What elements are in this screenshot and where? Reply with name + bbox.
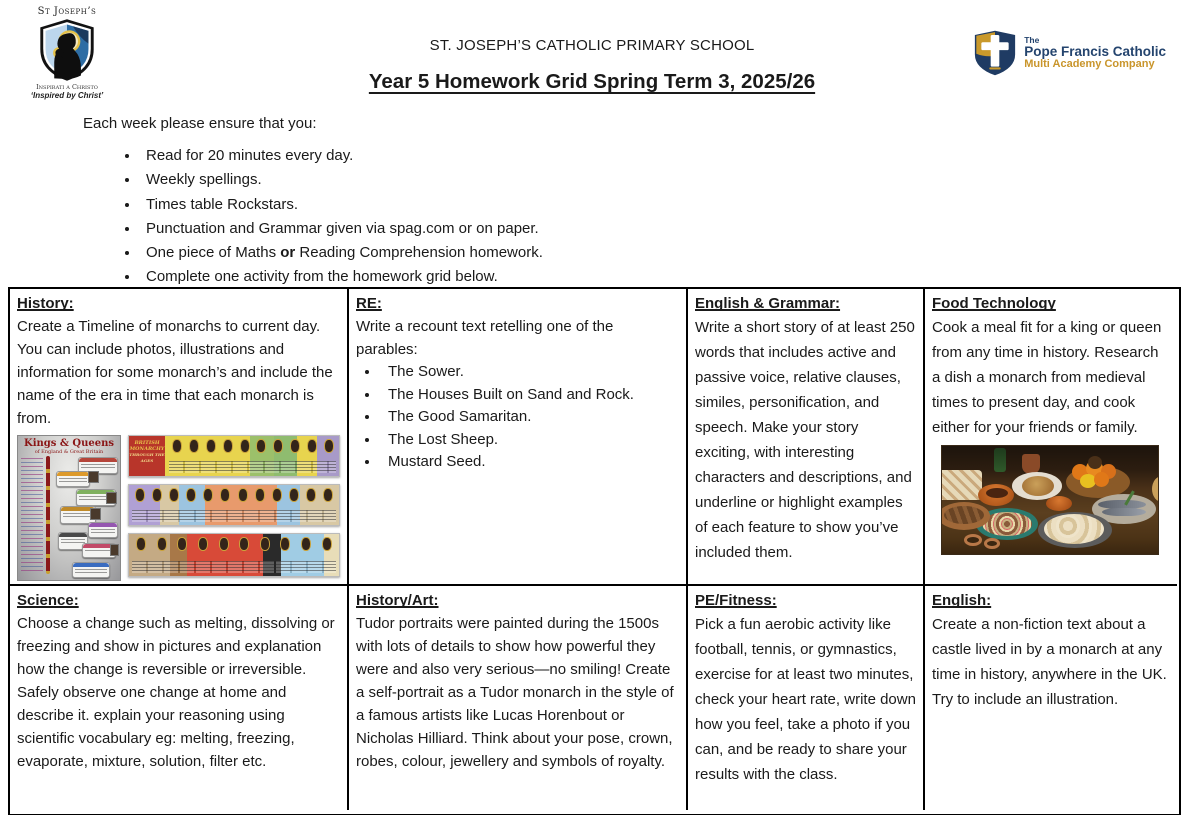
- list-item: • The Sower.: [380, 361, 679, 384]
- cell-heading: English:: [932, 592, 992, 609]
- cell-body: Write a short story of at least 250 words that includes active and passive voice, relative clauses, similes, personification, and speech. Make your story exciting, with interesting characters and descriptions, and underline or highlight examples of each feature to show you’ve included them.: [695, 319, 915, 561]
- weekly-requirements: [83, 113, 1154, 290]
- trust-name: Pope Francis Catholic: [1024, 43, 1166, 59]
- cell-science: [10, 584, 347, 810]
- cell-heading: History/Art:: [356, 592, 439, 609]
- parables-list: [356, 361, 679, 474]
- trust-the: The: [1024, 34, 1040, 45]
- weekly-item: • Times table Rockstars.: [140, 193, 1154, 217]
- crest-school-name: St Joseph’s: [37, 6, 97, 17]
- cell-history: [10, 289, 347, 584]
- cell-heading: Science:: [17, 592, 79, 609]
- cell-food-technology: [923, 289, 1177, 584]
- weekly-checklist: [83, 144, 1154, 290]
- cell-heading: PE/Fitness:: [695, 592, 777, 609]
- school-name: ST. JOSEPH’S CATHOLIC PRIMARY SCHOOL: [429, 37, 755, 54]
- crest-motto-english: ‘Inspired by Christ’: [30, 91, 104, 100]
- weekly-item: • Read for 20 minutes every day.: [140, 144, 1154, 168]
- cell-pe-fitness: [686, 584, 923, 810]
- medieval-feast-photo: [941, 445, 1159, 555]
- cell-english-grammar: [686, 289, 923, 584]
- cell-heading: English & Grammar:: [695, 295, 841, 312]
- cell-heading: History:: [17, 295, 74, 312]
- cell-body: Choose a change such as melting, dissolving or freezing and show in pictures and explanation how the change is reversible or irreversible. Safely observe one change at home and describe it. explain your reasoning using scientific vocabulary eg: melting, freezing, evaporate, mixture, solution, filter etc.: [17, 615, 335, 770]
- kings-and-queens-poster-image: Kings & Queens of England & Great Britain: [17, 435, 121, 581]
- list-item: • The Good Samaritan.: [380, 406, 679, 429]
- cell-heading: RE:: [356, 295, 382, 312]
- page-title: Year 5 Homework Grid Spring Term 3, 2025/26: [368, 70, 816, 93]
- british-monarchy-timeline-image: BRITISH MONARCHY THROUGH THE AGES: [128, 435, 340, 577]
- trust-subtitle: Multi Academy Company: [1024, 57, 1155, 70]
- homework-grid-table: [8, 287, 1181, 815]
- cell-re: [347, 289, 686, 584]
- cell-heading: Food Technology: [932, 295, 1056, 312]
- crest-motto-latin: Inspirati a Christo: [36, 83, 98, 91]
- list-item: • The Houses Built on Sand and Rock.: [380, 384, 679, 407]
- list-item: • Mustard Seed.: [380, 451, 679, 474]
- weekly-item: • Weekly spellings.: [140, 168, 1154, 192]
- cell-body: Tudor portraits were painted during the 1500s with lots of details to show how powerful they were and also very serious—no smiling! Create a self-portrait as a Tudor monarch in the style of a famous artists like Lucas Horenbout or Nicholas Hilliard. Think about your pose, crown, robes, colour, jewellery and symbols of royalty.: [356, 615, 674, 770]
- weekly-intro: Each week please ensure that you:: [83, 115, 317, 132]
- cell-body: Create a non-fiction text about a castle lived in by a monarch at any time in history, anywhere in the UK. Try to include an illustration.: [932, 616, 1167, 708]
- cell-body: Pick a fun aerobic activity like football, tennis, or gymnastics, exercise for at least two minutes, check your heart rate, write down how you feel, take a photo if you can, and be ready to share your results with the class.: [695, 616, 916, 783]
- weekly-item: • Complete one activity from the homework grid below.: [140, 265, 1154, 289]
- weekly-item: • One piece of Maths or Reading Comprehension homework.: [140, 241, 1154, 265]
- weekly-item: • Punctuation and Grammar given via spag.com or on paper.: [140, 217, 1154, 241]
- cell-body: Cook a meal fit for a king or queen from any time in history. Research a dish a monarch from medieval times to present day, and cook either for your friends or family.: [932, 319, 1162, 436]
- cell-english: [923, 584, 1177, 810]
- list-item: • The Lost Sheep.: [380, 429, 679, 452]
- cell-body: Write a recount text retelling one of the parables:: [356, 318, 614, 358]
- cell-history-art: [347, 584, 686, 810]
- cell-body: Create a Timeline of monarchs to current day. You can include photos, illustrations and information for some monarch’s and include the name of the era in time that each monarch is from.: [17, 318, 333, 427]
